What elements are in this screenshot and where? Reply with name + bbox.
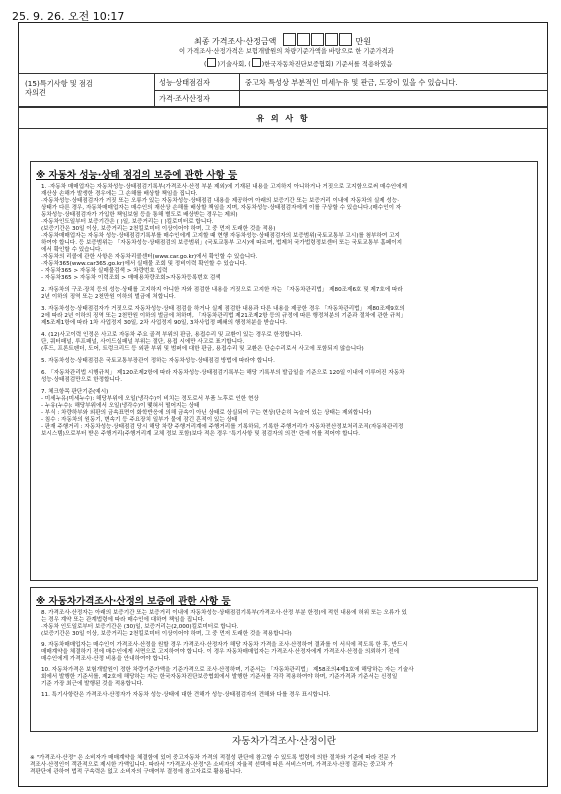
notice-line: ·자동차 인도일로부터 보증기간은 (30)일, 보증거리는(2,000)킬로미터로 합니다. bbox=[41, 624, 239, 630]
section2-title: ※ 자동차가격조사·산정의 보증에 관한 사항 등 bbox=[36, 596, 231, 607]
notice-line: - 침수 : 자동차의 원동기, 변속기 등 주요장치 일부가 물에 잠긴 흔적이 있는 상태 bbox=[41, 417, 238, 423]
notice-title: 유 의 사 항 bbox=[256, 114, 310, 123]
section-appraisal-definition bbox=[30, 735, 538, 783]
inspector-opinion[interactable]: 중고차 특성상 부분적인 미세누유 및 판금, 도장이 있을 수 있습니다. bbox=[245, 78, 458, 87]
notice-line: 10. 자동차가격은 보험개발원이 정한 차량기준가액을 기준가격으로 조사·산정하며, 기준서는 「자동차관리법」 제58조의4제1호에 해당하는 자는 기술사 bbox=[41, 667, 414, 673]
notice-line: (보증기간은 30일 이상, 보증거리는 2천킬로미터 이상이어야 하며, 그 중 먼저 도래한 것을 적용합니다) bbox=[41, 631, 292, 637]
notice-line: ·자동차매매업자는 자동차 성능·상태점검기록부를 매수인에게 고지할 때 현행 자동차성능·상태점검자의 보증범위(국토교통부 고시)를 첨부하여 고지 bbox=[41, 233, 400, 239]
notice-line: 격조사·산정인이 객관적으로 제시한 가액입니다. 따라서 "가격조사·산정"은 소비자의 자율적 선택에 따른 서비스이며, 가격조사·산정 결과는 중고차 가 bbox=[30, 762, 394, 768]
notice-line: - 자동차365 > 자동차 이력조회 > 매매용차량조회>자동차등록번호 검색 bbox=[41, 275, 221, 281]
notice-line: ·자동차인도일부터 보증기간은 ( )일, 보증거리는 ( )킬로미터로 합니다. bbox=[41, 219, 214, 225]
notice-line: 3. 자동차성능·상태점검자가 거짓으로 자동차성능·상태 점검을 하거나 실제 점검한 내용과 다른 내용을 제공한 경우 「자동차관리법」 제80조제9호의 bbox=[41, 306, 405, 312]
notice-line: 4. (12)사고이력 인정은 사고로 자동차 주요 골격 부위의 판금, 용접수리 및 교환이 있는 경우로 한정합니다. bbox=[41, 332, 303, 338]
document-frame bbox=[18, 22, 548, 787]
notice-line: ※ "가격조사·산정" 은 소비자가 매매계약을 체결함에 있어 중고자동차 가격의 적절성 판단에 참고할 수 있도록 법령에 의한 절차와 기준에 따라 전문 가 bbox=[30, 755, 396, 761]
notice-line: - 판재 주행거리 : 자동차성능·상태점검 당시 해당 차량 주행거리계에 주행거리를 기록하되, 기록한 주행거리가 자동차전산정보처리조직(자동차관리정 bbox=[41, 424, 404, 430]
notice-line: 성능·상태점검만으로 한정합니다. bbox=[41, 377, 122, 383]
section3-title: 자동차가격조사·산정이란 bbox=[232, 736, 336, 747]
notice-line: - 미세누유(미세누수): 해당부위에 오일(냉각수)이 비치는 정도로서 부품 노후로 인한 현상 bbox=[41, 396, 259, 402]
section1-title: ※ 자동차 성능·상태 점검의 보증에 관한 사항 등 bbox=[36, 170, 238, 181]
notice-line: ·자동차성능·상태점검자가 거짓 또는 오류가 있는 자동차성능·상태점검 내용을 제공하여 아래의 보증기간 또는 보증거리 이내에 자동차의 실제 성능· bbox=[41, 198, 399, 204]
section2-body bbox=[41, 610, 535, 699]
notice-line: 에서 확인할 수 있습니다. bbox=[41, 247, 103, 253]
appraiser-label: 가격·조사산정자 bbox=[159, 94, 210, 103]
price-digit-box[interactable] bbox=[297, 33, 310, 46]
price-digit-boxes bbox=[283, 37, 356, 46]
notice-line: 동차성능·상태점검자가 가입한 책임보험 등을 통해 별도로 배상받는 경우는 제외) bbox=[41, 212, 238, 218]
notice-line: 단, 쿼터패널, 루프패널, 사이드실패널 부위는 절단, 용접 시에만 사고로 표기합니다. bbox=[41, 339, 245, 345]
checkbox-tech-society[interactable] bbox=[207, 58, 216, 67]
notice-line: - 자동차365 > 자동차 실매물검색 > 차량번호 입력 bbox=[41, 268, 168, 274]
notice-line: 매매계약을 체결하기 전에 매수인에게 서면으로 고지하여야 합니다. 이 경우 자동차매매업자는 가격조사·산정자에게 가격조사·산정을 의뢰하기 전에 bbox=[41, 649, 400, 655]
notice-line: 상태가 다른 경우, 자동차매매업자는 매수인의 재산상 손해를 배상할 책임을 지며, 자동차성능·상태점검자에게 이를 구상할 수 있습니다.(매수인이 자 bbox=[41, 205, 402, 211]
notice-line: 기준 가장 최근에 발행된 것을 적용합니다. bbox=[41, 681, 144, 687]
price-unit: 만원 bbox=[355, 37, 371, 46]
status-time: 25. 9. 26. 오전 10:17 bbox=[12, 10, 125, 23]
section-appraisal-guarantee bbox=[30, 587, 538, 732]
notice-line: 매수인에게 가격조사·산정 비용을 안내하여야 합니다. bbox=[41, 656, 171, 662]
notice-line: 1. ·자동차 매매업자는 자동차성능·상태점검기록부(가격조사·산정 부분 제외)에 기재된 내용을 고지하지 아니하거나 거짓으로 고지함으로써 매수인에게 bbox=[41, 184, 407, 190]
notice-line: 9. 자동차매매업자는 매수인이 가격조사·산정을 원할 경우 가격조사·산정자가 해당 자동차 가격을 조사·산정하여 결과를 이 서식에 적도록 한 후, 반드시 bbox=[41, 642, 408, 648]
notice-line: (보증기간은 30일 이상, 보증거리는 2천킬로미터 이상이어야 하며, 그 중 먼저 도래한 것을 적용) bbox=[41, 226, 276, 232]
notice-line: 제5조제1항에 따라 1차 사업정지 30일, 2차 사업정지 90일, 3차사업정 폐쇄의 행정처분을 받습니다. bbox=[41, 320, 288, 326]
notice-line: 2. 자동차의 구조·장치 등의 성능·상태를 고지하지 아니한 자와 점검한 내용을 거짓으로 고지한 자는 「자동차관리법」 제80조제6호 및 제7호에 따라 bbox=[41, 287, 403, 293]
final-price-section bbox=[194, 33, 371, 47]
section-performance-guarantee bbox=[30, 161, 538, 581]
checkbox-kadbi[interactable] bbox=[252, 58, 261, 67]
notice-line: 재산상 손해가 발생한 경우에는 그 손해를 배상할 책임을 집니다. bbox=[41, 191, 198, 197]
price-digit-box[interactable] bbox=[311, 33, 324, 46]
inspector-label: 성능·상태점검자 bbox=[159, 78, 210, 87]
notice-line: 회에서 발행한 기준서를, 제2호에 해당하는 자는 한국자동차진단보증협회에서 발행한 기준서를 각각 적용하여야 하며, 기준가격과 기준서는 신정일 bbox=[41, 674, 398, 680]
notice-line: 8. 가격조사·산정자는 아래의 보증기간 또는 보증거리 이내에 자동차성능·상태점검기록부(가격조사·산정 부분 한정)에 적힌 내용에 허위 또는 오류가 있 bbox=[41, 610, 407, 616]
price-description-line2: ( )기술사회, ( )한국자동차진단보증협회) 기준서를 적용하였음 bbox=[204, 58, 392, 69]
notice-line: 보시스템)으로부터 받은 주행거리(주행거리계 교체 정보 포함)보다 적은 경우 '특기사항 및 점검자의 의견' 란에 이를 적어야 합니다. bbox=[41, 431, 361, 437]
notice-heading-box bbox=[18, 107, 548, 129]
notice-line: ·자동차365(www.car365.go.kr)에서 실매물 조회 및 정비이력 확인할 수 있습니다. bbox=[41, 261, 247, 267]
section1-body bbox=[41, 184, 535, 438]
notice-line: 6. 「자동차관리법 시행규칙」 제120조제2항에 따라 자동차성능·상태점검기록부는 해당 기록부의 발급일을 기준으로 120일 이내에 이루어진 자동차 bbox=[41, 370, 405, 376]
notice-line: 11. 특기사항란은 가격조사·산정자가 자동차 성능·상태에 대한 견해가 성능·상태점검자의 견해와 다를 경우 표시합니다. bbox=[41, 692, 331, 698]
section3-body bbox=[30, 755, 538, 776]
price-description-line1: 이 가격조사·산정가격은 보험개발원의 차량기준가액을 바탕으로 한 기준가격과 bbox=[179, 48, 394, 55]
price-digit-box[interactable] bbox=[325, 33, 338, 46]
notice-line: 2년 이하의 징역 또는 2천만원 이하의 벌금에 처합니다. bbox=[41, 294, 176, 300]
notice-line: - 부식 : 차량하부와 외판의 금속표면이 화학반응에 의해 금속이 아닌 상태로 상실되어 구는 현상(단순히 녹슬어 있는 상태는 제외합니다) bbox=[41, 410, 372, 416]
notice-line: 2에 따라 2년 이하의 징역 또는 2천만원 이하의 벌금에 처하며, 「자동차관리법 제21조제2항 등의 규정에 따른 행정처분의 기준과 절차에 관한 규칙」 bbox=[41, 313, 407, 319]
notice-line: - 누유(누수): 해당부위에서 오일(냉각수)이 맺혀서 떨어지는 상태 bbox=[41, 403, 200, 409]
notice-line: (후드, 프론트펜더, 도어, 트렁크리드 등 외판 부위 및 범퍼에 대한 판금, 용접수리 및 교환은 단순수리로서 사고에 포함되지 않습니다) bbox=[41, 346, 364, 352]
final-price-label: 최종 가격조사·산정금액 bbox=[194, 37, 277, 46]
special-notes-row-label: (15)특기사항 및 점검자의견 bbox=[25, 79, 93, 97]
notice-line: 하여야 합니다. 등 보증범위는 「자동차성능·상태점검의 보증범위」(국토교통부 고시)에 따르며, 법제처 국가법령정보센터 또는 국토교통부 홈페이지 bbox=[41, 240, 403, 246]
notice-line: 5. 자동차성능·상태점검은 국토교통부장관이 정하는 자동차성능·상태점검 방법에 따라야 합니다. bbox=[41, 358, 275, 364]
notice-line: 7. 체크항목 판단기준(예시) bbox=[41, 389, 109, 395]
notice-line: 격판단에 관하여 법적 구속력은 없고 소비자의 구매여부 결정에 참고자료로 활용됩니다. bbox=[30, 769, 243, 775]
notice-line: ·자동차의 리콜에 관한 사항은 자동차리콜센터(www.car.go.kr)에서 확인할 수 있습니다. bbox=[41, 254, 258, 260]
price-digit-box[interactable] bbox=[283, 33, 296, 46]
notice-line: 는 경우 계약 또는 관계법령에 따라 매수인에 대하여 책임을 집니다. bbox=[41, 617, 205, 623]
price-digit-box[interactable] bbox=[339, 33, 352, 46]
special-notes-table bbox=[18, 73, 548, 107]
